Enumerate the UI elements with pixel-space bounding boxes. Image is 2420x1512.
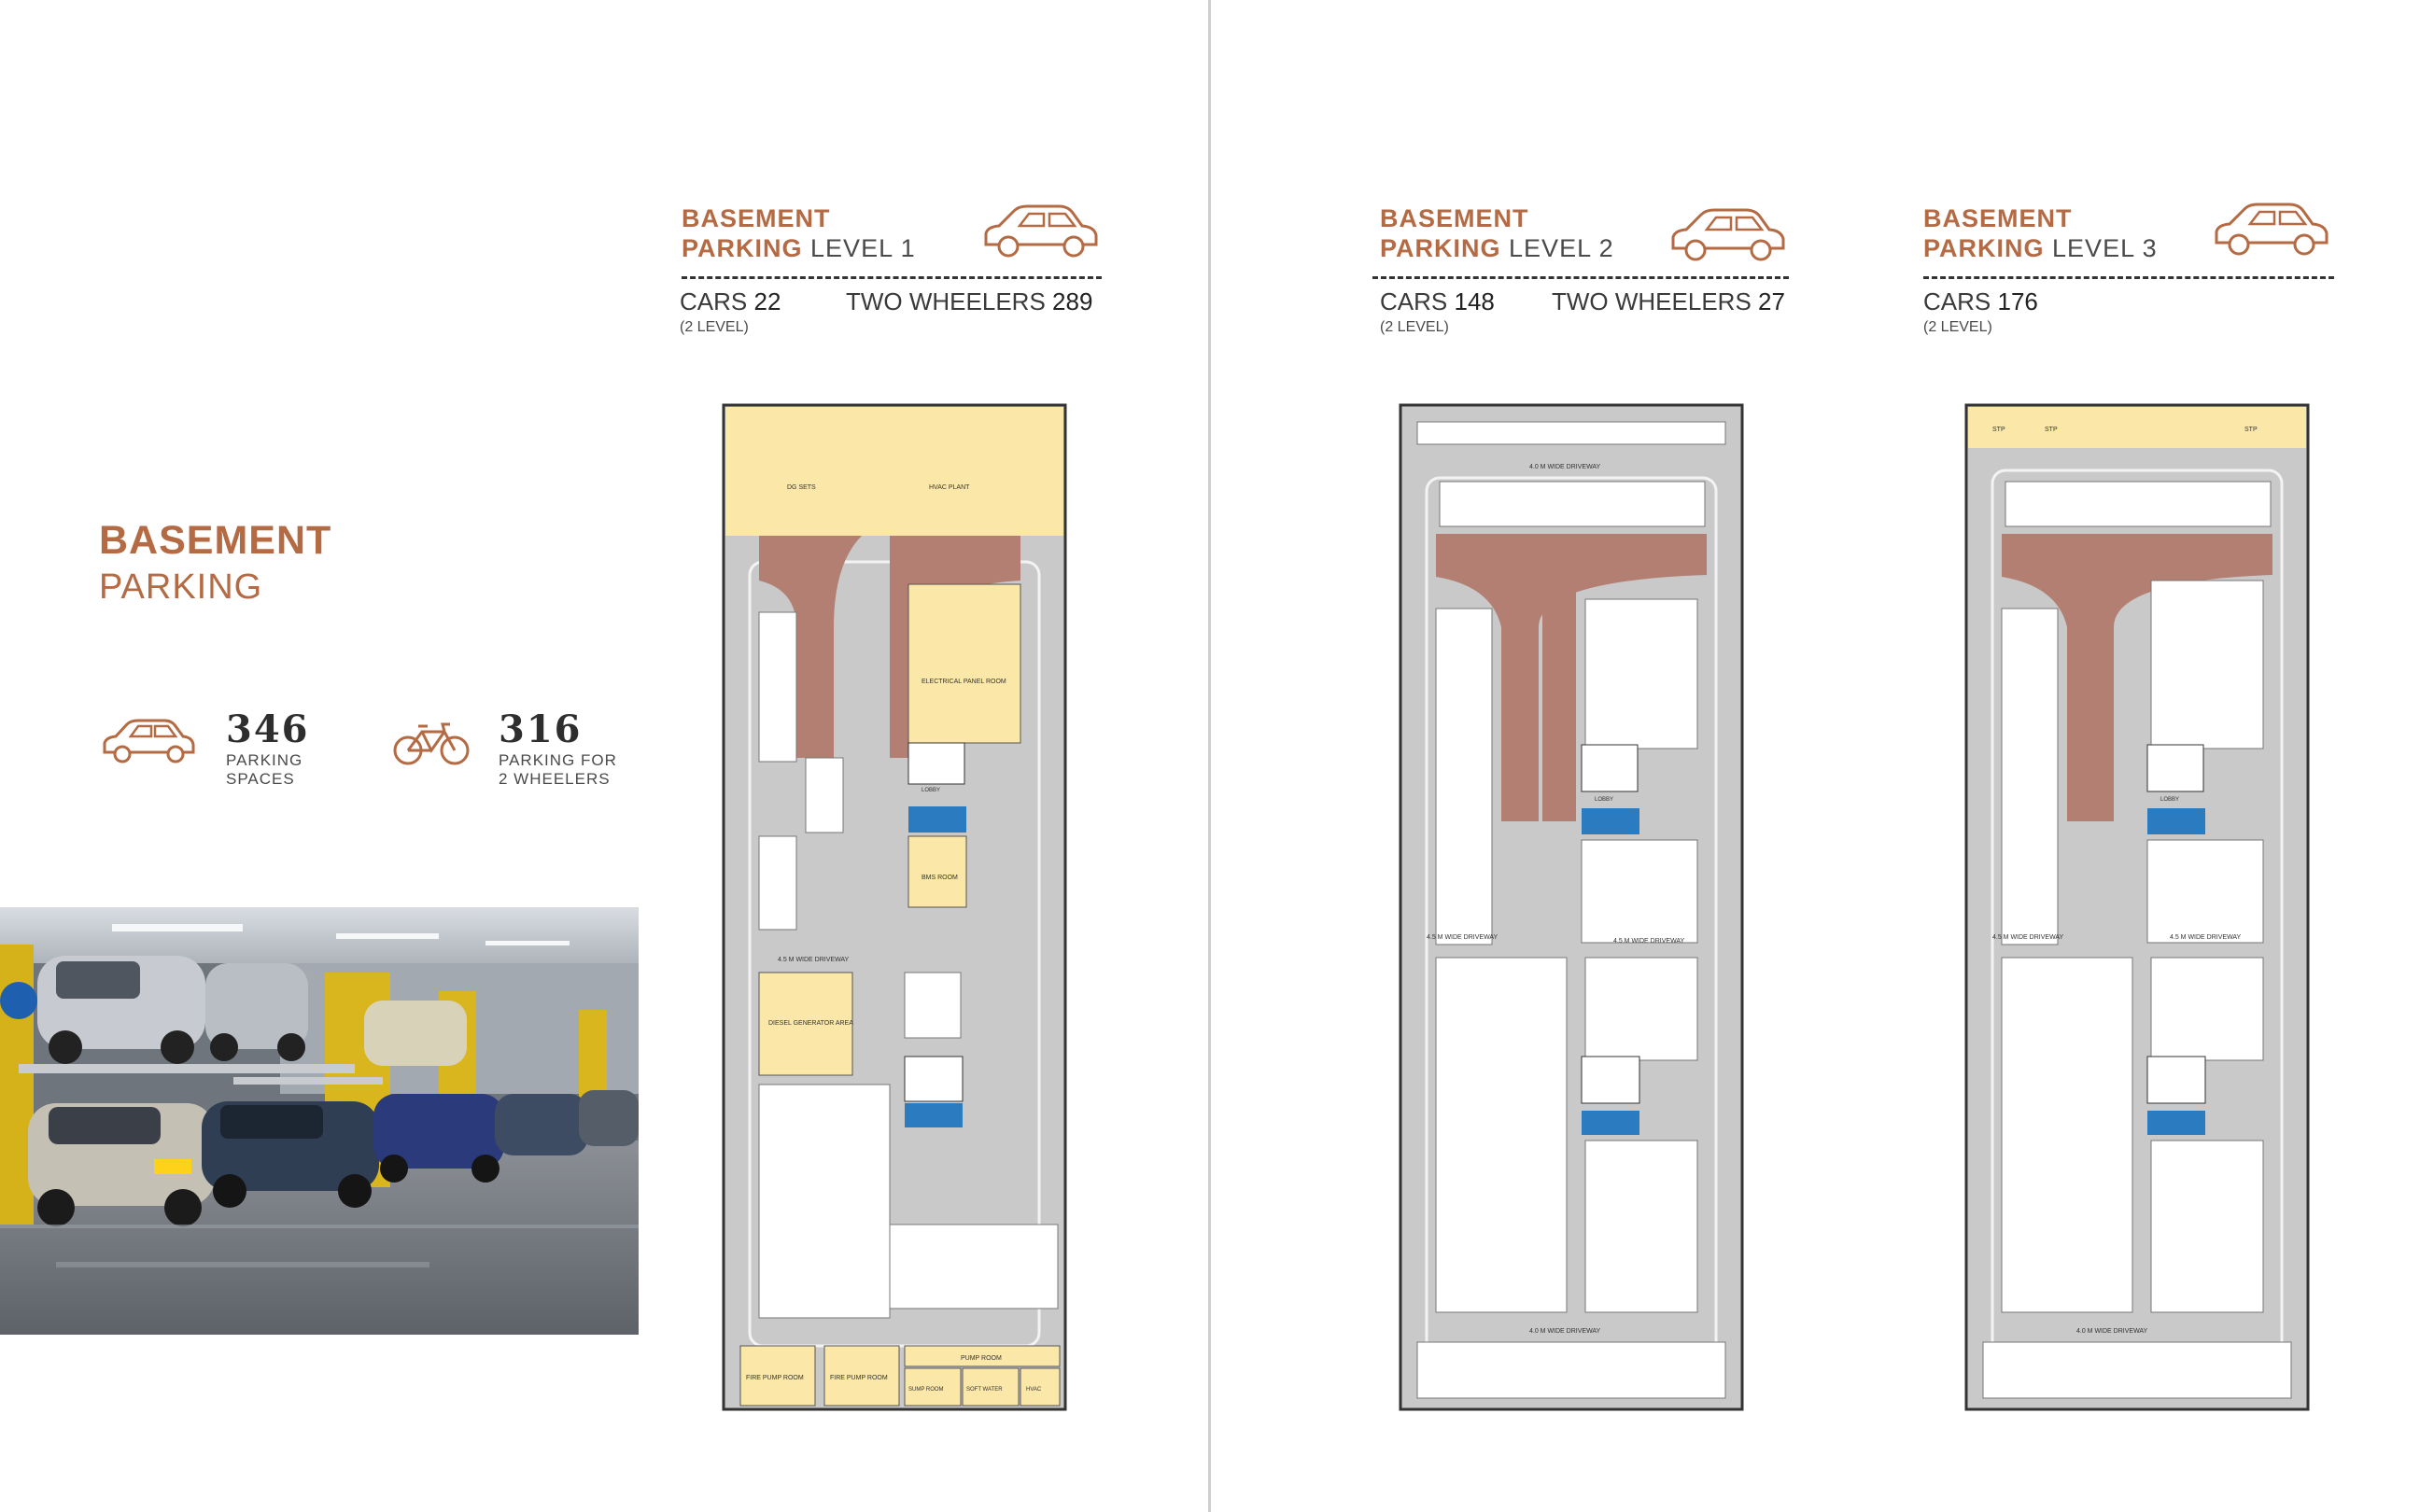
sump-room-label: SUMP ROOM: [908, 1387, 944, 1393]
lobby-label-2: LOBBY: [1595, 797, 1614, 803]
level-1-title-2: PARKING: [682, 234, 803, 262]
level-3-title-1: BASEMENT: [1923, 204, 2073, 232]
page-spine: [1208, 0, 1211, 1512]
car-icon: [99, 717, 198, 765]
bicycle-icon: [392, 721, 471, 767]
lobby-label-1: LOBBY: [922, 788, 941, 793]
stp-label-3: STP: [2244, 427, 2258, 433]
driveway-label-3b: 4.5 M WIDE DRIVEWAY: [2170, 934, 2242, 941]
lobby-label-3: LOBBY: [2160, 797, 2180, 803]
car-icon: [1667, 205, 1789, 263]
level-2-cars-label: CARS: [1380, 287, 1448, 315]
bike-stat-icon: [392, 721, 471, 772]
level-1-two-wheelers: [846, 287, 1092, 316]
level-2-title-1: BASEMENT: [1380, 204, 1529, 232]
dg-sets-label: DG SETS: [787, 484, 816, 491]
level-2-tw-label: TWO WHEELERS: [1552, 287, 1752, 315]
level-3-heading: [1923, 203, 2158, 263]
level-1-cars-label: CARS: [680, 287, 748, 315]
level-2-car-icon: [1667, 205, 1789, 268]
overview-title: BASEMENT: [99, 518, 332, 563]
level-1-heading: [682, 203, 916, 263]
hvac-plant-label: HVAC PLANT: [929, 484, 970, 491]
level-1-note: (2 LEVEL): [680, 319, 749, 335]
level-1-car-icon: [980, 202, 1102, 264]
bms-room-label: BMS ROOM: [922, 875, 958, 881]
level-1-title-1: BASEMENT: [682, 204, 831, 232]
car-icon: [980, 202, 1102, 259]
level-3-divider: [1923, 276, 2334, 279]
bikes-stat: [499, 707, 629, 789]
level-1-tw-value: 289: [1052, 287, 1093, 315]
stp-label-2: STP: [2045, 427, 2058, 433]
level-3-cars: [1923, 287, 2038, 316]
level-1-cars: [680, 287, 781, 316]
level-1-cars-value: 22: [753, 287, 781, 315]
car-stat-icon: [99, 717, 198, 770]
cars-total: 346: [226, 707, 310, 751]
level-2-title-2: PARKING: [1380, 234, 1501, 262]
level-3-cars-label: CARS: [1923, 287, 1991, 315]
level-2-level: LEVEL 2: [1509, 234, 1614, 262]
stp-label-1: STP: [1992, 427, 2005, 433]
level-3-cars-value: 176: [1997, 287, 2038, 315]
right-page: [1212, 0, 2420, 1512]
cars-label-1: PARKING: [226, 751, 303, 769]
level-3-title-2: PARKING: [1923, 234, 2045, 262]
cars-label-2: SPACES: [226, 770, 295, 788]
level-2-heading: [1380, 203, 1614, 263]
bikes-total: 316: [499, 707, 583, 751]
level-3-note: (2 LEVEL): [1923, 319, 1992, 335]
fire-pump-label-2: FIRE PUMP ROOM: [830, 1375, 888, 1381]
level-1-floor-plan: [722, 403, 1069, 1416]
pump-room-label: PUMP ROOM: [961, 1355, 1002, 1362]
level-1-tw-label: TWO WHEELERS: [846, 287, 1046, 315]
driveway-label-3a: 4.5 M WIDE DRIVEWAY: [1992, 934, 2064, 941]
hvac-label: HVAC: [1026, 1387, 1042, 1393]
level-2-floor-plan: [1399, 403, 1746, 1416]
level-3-car-icon: [2211, 200, 2332, 262]
level-3-floor-plan: [1964, 403, 2312, 1416]
level-1-divider: [682, 276, 1102, 279]
driveway-label-2b: 4.5 M WIDE DRIVEWAY: [1427, 934, 1498, 941]
driveway-label-1: 4.5 M WIDE DRIVEWAY: [778, 957, 850, 963]
diesel-generator-label: DIESEL GENERATOR AREA: [768, 1020, 853, 1027]
driveway-label-2d: 4.0 M WIDE DRIVEWAY: [1529, 1328, 1601, 1335]
driveway-label-2a: 4.0 M WIDE DRIVEWAY: [1529, 464, 1601, 470]
left-page: [0, 0, 1208, 1512]
level-3-level: LEVEL 3: [2052, 234, 2158, 262]
level-2-two-wheelers: [1552, 287, 1785, 316]
cars-stat: [226, 707, 357, 789]
level-2-note: (2 LEVEL): [1380, 319, 1449, 335]
bikes-label-1: PARKING FOR: [499, 751, 617, 769]
electrical-panel-label: ELECTRICAL PANEL ROOM: [922, 679, 1006, 685]
level-1-level: LEVEL 1: [810, 234, 916, 262]
level-2-divider: [1372, 276, 1789, 279]
driveway-label-3c: 4.0 M WIDE DRIVEWAY: [2076, 1328, 2148, 1335]
parking-garage-photo: [0, 907, 639, 1335]
bikes-label-2: 2 WHEELERS: [499, 770, 611, 788]
soft-water-label: SOFT WATER: [966, 1387, 1003, 1393]
driveway-label-2c: 4.5 M WIDE DRIVEWAY: [1613, 938, 1685, 945]
level-2-tw-value: 27: [1758, 287, 1785, 315]
level-2-cars: [1380, 287, 1495, 316]
overview-subtitle: PARKING: [99, 567, 263, 607]
fire-pump-label-1: FIRE PUMP ROOM: [746, 1375, 804, 1381]
car-icon: [2211, 200, 2332, 258]
level-2-cars-value: 148: [1454, 287, 1495, 315]
